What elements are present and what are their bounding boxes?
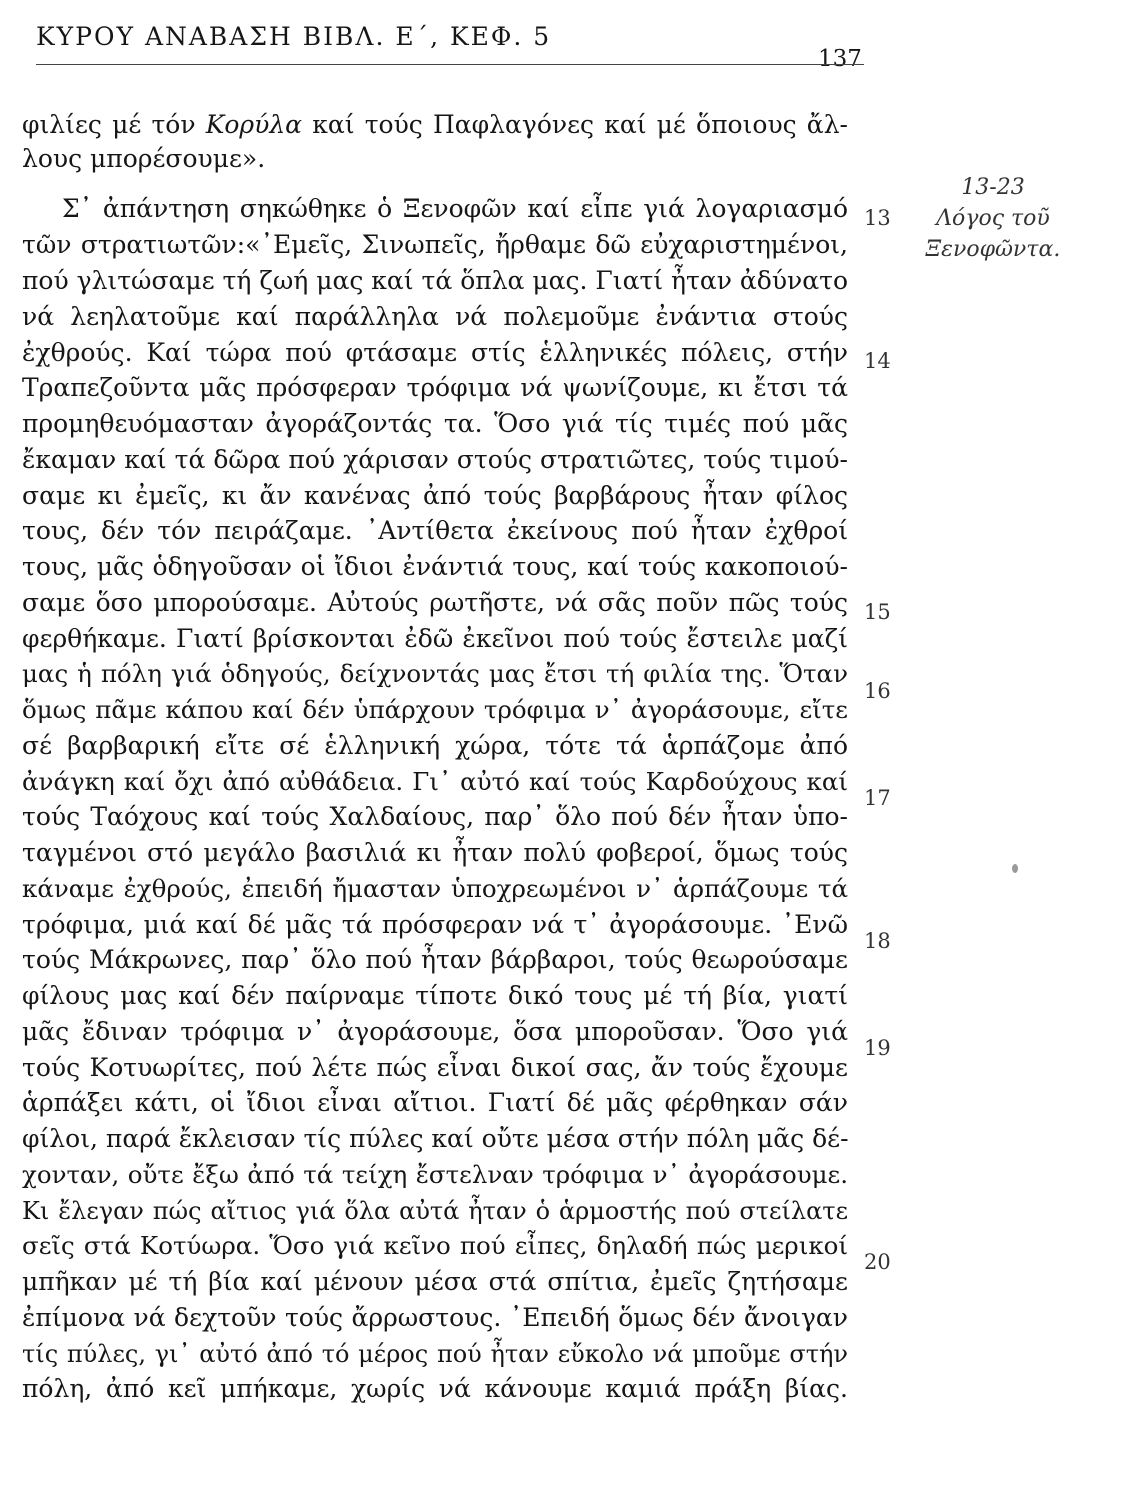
verse-number: 18 [864,929,891,953]
text-line: Κι ἔλεγαν πώς αἴτιος γιά ὅλα αὐτά ἦταν ὁ ἁρμοστής πού στείλατε [22,1197,848,1225]
text-line: χονταν, οὔτε ἔξω ἀπό τά τείχη ἔστελναν τρόφιμα ν᾿ ἀγοράσουμε. [22,1160,848,1189]
verse-number: 14 [864,349,891,373]
scan-speck [1012,864,1018,873]
header-rule [36,64,864,65]
text-line: τῶν στρατιωτῶν:«᾿Εμεῖς, Σινωπεῖς, ἤρθαμε δῶ εὐχαριστημένοι, [22,230,848,259]
text-line: ἔκαμαν καί τά δῶρα πού χάρισαν στούς στρατιῶτες, τούς τιμού- [22,445,848,474]
text-line: σαμε κι ἐμεῖς, κι ἄν κανένας ἀπό τούς βαρβάρους ἦταν φίλος [22,481,848,510]
verse-number: 19 [864,1036,891,1060]
text-line [22,108,848,142]
running-title: ΚΥΡΟΥ ΑΝΑΒΑΣΗ ΒΙΒΛ. Ε΄, ΚΕΦ. 5 [36,22,552,51]
text-line: ταγμένοι στό μεγάλο βασιλιά κι ἦταν πολύ φοβεροί, ὅμως τούς [22,838,848,867]
text-line: προμηθευόμασταν ἀγοράζοντάς τα. Ὅσο γιά τίς τιμές πού μᾶς [22,409,848,438]
margin-note-line-1: Λόγος τοῦ [936,206,1050,231]
verse-number: 20 [864,1250,891,1274]
verse-number: 13 [864,206,891,230]
text-line: Τραπεζοῦντα μᾶς πρόσφεραν τρόφιμα νά ψωνίζουμε, κι ἔτσι τά [22,373,848,402]
text-line: μας ἡ πόλη γιά ὁδηγούς, δείχνοντάς μας ἔτσι τή φιλία της. Ὅταν [22,659,848,688]
text-line: ἁρπάξει κάτι, οἱ ἴδιοι εἶναι αἴτιοι. Γιατί δέ μᾶς φέρθηκαν σάν [22,1088,848,1117]
text-span: φιλίες μέ τόν [22,110,206,139]
text-line: φερθήκαμε. Γιατί βρίσκονται ἐδῶ ἐκεῖνοι πού τούς ἔστειλε μαζί [22,624,848,653]
text-line: τρόφιμα, μιά καί δέ μᾶς τά πρόσφεραν νά τ᾿ ἀγοράσουμε. ᾿Ενῶ [22,910,848,939]
text-line: ὅμως πᾶμε κάπου καί δέν ὑπάρχουν τρόφιμα ν᾿ ἀγοράσουμε, εἴτε [22,695,848,724]
text-line: φίλοι, παρά ἔκλεισαν τίς πύλες καί οὔτε μέσα στήν πόλη μᾶς δέ- [22,1124,849,1153]
text-line: μᾶς ἔδιναν τρόφιμα ν᾿ ἀγοράσουμε, ὅσα μποροῦσαν. Ὅσο γιά [22,1017,848,1046]
text-line: λους μπορέσουμε». [22,144,266,173]
page-number: 137 [818,46,862,72]
text-line: φίλους μας καί δέν παίρναμε τίποτε δικό τους μέ τή βία, γιατί [22,981,848,1010]
verse-number: 15 [864,600,891,624]
text-line: πού γλιτώσαμε τή ζωή μας καί τά ὅπλα μας. Γιατί ἦταν ἀδύνατο [22,266,848,295]
text-line: σεῖς στά Κοτύωρα. Ὅσο γιά κεῖνο πού εἶπες, δηλαδή πώς μερικοί [22,1231,848,1260]
text-line: σαμε ὅσο μπορούσαμε. Αὐτούς ρωτῆστε, νά σᾶς ποῦν πῶς τούς [22,588,848,617]
text-line: ἐχθρούς. Καί τώρα πού φτάσαμε στίς ἑλληνικές πόλεις, στήν [22,338,848,367]
person-name: Κορύλα [205,110,303,139]
margin-note-line-2: Ξενοφῶντα. [925,237,1061,262]
text-line: νά λεηλατοῦμε καί παράλληλα νά πολεμοῦμε ἐνάντια στούς [22,302,848,331]
text-line: τους, μᾶς ὁδηγοῦσαν οἱ ἴδιοι ἐνάντιά τους, καί τούς κακοποιού- [22,552,848,581]
verse-number: 16 [864,679,891,703]
text-line: ἀνάγκη καί ὄχι ἀπό αὐθάδεια. Γι᾿ αὐτό καί τούς Καρδούχους καί [22,767,848,796]
text-line: μπῆκαν μέ τή βία καί μένουν μέσα στά σπίτια, ἐμεῖς ζητήσαμε [22,1267,848,1296]
text-line: τίς πύλες, γι᾿ αὐτό ἀπό τό μέρος πού ἦταν εὔκολο νά μποῦμε στήν [22,1340,848,1368]
margin-note-range: 13-23 [961,175,1025,200]
text-line: σέ βαρβαρική εἴτε σέ ἑλληνική χώρα, τότε τά ἁρπάζομε ἀπό [22,731,848,760]
text-line: πόλη, ἀπό κεῖ μπήκαμε, χωρίς νά κάνουμε καμιά πράξη βίας. [22,1374,848,1403]
text-line: κάναμε ἐχθρούς, ἐπειδή ἤμασταν ὑποχρεωμένοι ν᾿ ἁρπάζουμε τά [22,874,848,903]
text-line: ἐπίμονα νά δεχτοῦν τούς ἄρρωστους. ᾿Επειδή ὅμως δέν ἄνοιγαν [22,1303,848,1332]
verse-number: 17 [864,786,891,810]
text-line: τούς Κοτυωρίτες, πού λέτε πώς εἶναι δικοί σας, ἄν τούς ἔχουμε [22,1053,848,1082]
text-line: τους, δέν τόν πειράζαμε. ᾿Αντίθετα ἐκείνους πού ἦταν ἐχθροί [22,516,848,545]
text-line: Σ᾿ ἀπάντηση σηκώθηκε ὁ Ξενοφῶν καί εἶπε γιά λογαριασμό [62,194,848,223]
text-span: καί τούς Παφλαγόνες καί μέ ὅποιους ἄλ- [302,110,848,139]
text-line: τούς Ταόχους καί τούς Χαλδαίους, παρ᾿ ὅλο πού δέν ἦταν ὑπο- [22,802,848,831]
text-line: τούς Μάκρωνες, παρ᾿ ὅλο πού ἦταν βάρβαροι, τούς θεωρούσαμε [22,945,848,974]
